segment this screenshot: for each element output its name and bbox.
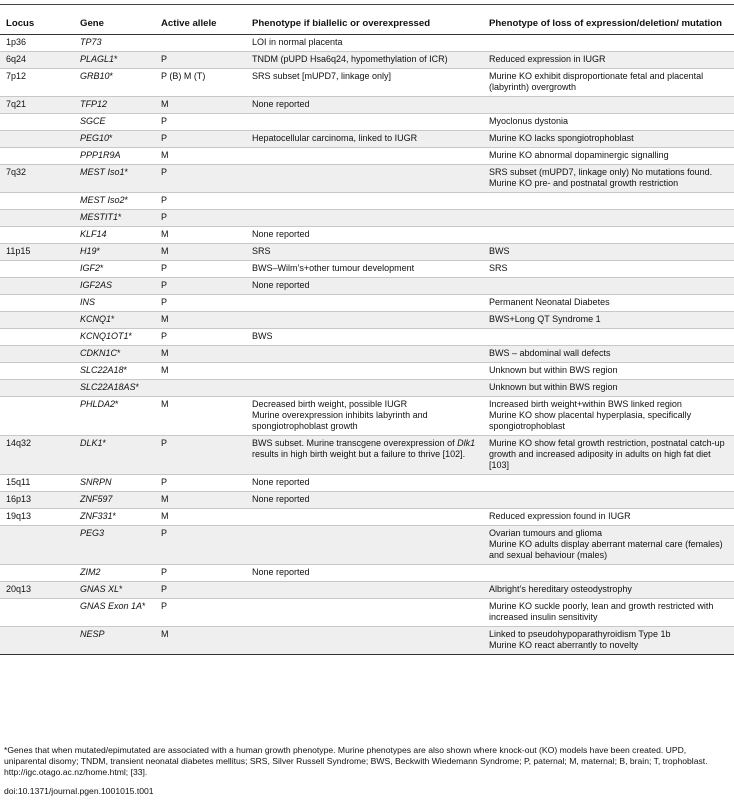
cell-gene: [74, 436, 155, 475]
cell-biallelic-phenotype: [246, 565, 483, 582]
cell-loss-phenotype: [483, 492, 734, 509]
cell-loss-phenotype: [483, 114, 734, 131]
cell-biallelic-phenotype: [246, 52, 483, 69]
phenotype-line: Murine KO show placental hyperplasia, specifically spongiotrophoblast: [489, 410, 692, 431]
phenotype-line: Unknown but within BWS region: [489, 382, 618, 392]
cell-locus: 16p13: [0, 492, 74, 509]
cell-gene: [74, 526, 155, 565]
gene-name: MESTIT1: [80, 212, 119, 222]
table-row: [0, 397, 734, 436]
gene-name: PEG10: [80, 133, 110, 143]
gene-name: SLC22A18: [80, 365, 124, 375]
phenotype-line: Murine KO suckle poorly, lean and growth restricted with increased insulin sensitivity: [489, 601, 714, 622]
cell-locus: 11p15: [0, 244, 74, 261]
cell-gene: [74, 227, 155, 244]
cell-locus: [0, 261, 74, 278]
phenotype-line: None reported: [252, 567, 310, 577]
gene-name: DLK1: [80, 438, 103, 448]
gene-name: TP73: [80, 37, 102, 47]
cell-locus: [0, 295, 74, 312]
cell-loss-phenotype: [483, 329, 734, 346]
cell-loss-phenotype: [483, 346, 734, 363]
cell-gene: [74, 565, 155, 582]
gene-name: IGF2: [80, 263, 101, 273]
cell-biallelic-phenotype: [246, 35, 483, 52]
table-row: [0, 380, 734, 397]
cell-gene: [74, 346, 155, 363]
cell-locus: [0, 380, 74, 397]
growth-phenotype-marker: *: [123, 365, 128, 375]
cell-locus: 20q13: [0, 582, 74, 599]
cell-gene: [74, 509, 155, 526]
gene-name: ZNF331: [80, 511, 113, 521]
cell-active-allele: M: [155, 363, 246, 380]
cell-biallelic-phenotype: [246, 380, 483, 397]
cell-loss-phenotype: [483, 244, 734, 261]
cell-gene: [74, 599, 155, 627]
growth-phenotype-marker: *: [112, 511, 117, 521]
cell-locus: 15q11: [0, 475, 74, 492]
growth-phenotype-marker: *: [119, 584, 123, 594]
phenotype-line: Permanent Neonatal Diabetes: [489, 297, 610, 307]
table-row: [0, 627, 734, 655]
cell-loss-phenotype: [483, 261, 734, 278]
cell-active-allele: P: [155, 210, 246, 227]
cell-active-allele: M: [155, 312, 246, 329]
cell-active-allele: M: [155, 509, 246, 526]
cell-biallelic-phenotype: [246, 363, 483, 380]
cell-loss-phenotype: [483, 627, 734, 655]
cell-locus: [0, 329, 74, 346]
table-footnote: *Genes that when mutated/epimutated are associated with a human growth phenotype. Murine phenotypes are also shown where knock-out (KO) models have been created. UPD, uniparental disomy; TNDM, transient neonatal diabetes mellitus; SRS, Silver Russell Syndrome; BWS, Beckwith Wiedemann Syndrome; P, paternal; M, maternal; B, brain; T, trophoblast. http://igc.otago.ac.nz/home.html; [33].: [4, 745, 708, 777]
cell-gene: [74, 475, 155, 492]
phenotype-line: BWS – abdominal wall defects: [489, 348, 611, 358]
growth-phenotype-marker: *: [115, 399, 119, 409]
table-row: [0, 114, 734, 131]
top-rule: [0, 4, 734, 5]
cell-gene: [74, 244, 155, 261]
cell-active-allele: P: [155, 599, 246, 627]
cell-loss-phenotype: [483, 148, 734, 165]
phenotype-line: Murine KO show fetal growth restriction, postnatal catch-up growth and increased adiposity in adults on high fat diet [103]: [489, 438, 725, 470]
cell-gene: [74, 131, 155, 148]
cell-loss-phenotype: [483, 565, 734, 582]
table-row: [0, 599, 734, 627]
cell-locus: 1p36: [0, 35, 74, 52]
cell-active-allele: P: [155, 114, 246, 131]
table-row: [0, 582, 734, 599]
table-row: [0, 69, 734, 97]
cell-biallelic-phenotype: [246, 509, 483, 526]
gene-name: KCNQ1: [80, 314, 112, 324]
gene-name: ZNF597: [80, 494, 113, 504]
growth-phenotype-marker: *: [124, 167, 129, 177]
cell-active-allele: P: [155, 193, 246, 210]
header-gene: Gene: [74, 18, 155, 35]
phenotype-line: None reported: [252, 229, 310, 239]
growth-phenotype-marker: *: [109, 71, 114, 81]
cell-loss-phenotype: [483, 69, 734, 97]
cell-locus: 7q21: [0, 97, 74, 114]
cell-biallelic-phenotype: [246, 329, 483, 346]
header-biallelic-phenotype: Phenotype if biallelic or overexpressed: [246, 18, 483, 35]
phenotype-line: Albright’s hereditary osteodystrophy: [489, 584, 632, 594]
cell-active-allele: M: [155, 492, 246, 509]
phenotype-text: results in high birth weight but a failure to thrive [102].: [252, 449, 466, 459]
cell-gene: [74, 363, 155, 380]
cell-active-allele: [155, 380, 246, 397]
gene-mention: Dlk1: [457, 438, 476, 448]
cell-loss-phenotype: [483, 165, 734, 193]
cell-biallelic-phenotype: [246, 97, 483, 114]
cell-biallelic-phenotype: [246, 627, 483, 655]
cell-gene: [74, 380, 155, 397]
gene-name: GNAS Exon 1A: [80, 601, 143, 611]
cell-loss-phenotype: [483, 193, 734, 210]
gene-name: PEG3: [80, 528, 105, 538]
growth-phenotype-marker: *: [102, 438, 107, 448]
cell-loss-phenotype: [483, 397, 734, 436]
cell-active-allele: P (B) M (T): [155, 69, 246, 97]
cell-loss-phenotype: [483, 278, 734, 295]
cell-biallelic-phenotype: [246, 526, 483, 565]
cell-active-allele: P: [155, 436, 246, 475]
phenotype-line: Increased birth weight+within BWS linked region: [489, 399, 682, 409]
cell-biallelic-phenotype: [246, 148, 483, 165]
cell-gene: [74, 397, 155, 436]
gene-name: GRB10: [80, 71, 110, 81]
table-row: [0, 492, 734, 509]
phenotype-line: Reduced expression in IUGR: [489, 54, 606, 64]
growth-phenotype-marker: *: [124, 195, 129, 205]
gene-name: NESP: [80, 629, 105, 639]
gene-name: TFP12: [80, 99, 108, 109]
cell-active-allele: M: [155, 227, 246, 244]
cell-loss-phenotype: [483, 475, 734, 492]
cell-locus: 19q13: [0, 509, 74, 526]
growth-phenotype-marker: *: [142, 601, 146, 611]
cell-gene: [74, 69, 155, 97]
gene-name: KLF14: [80, 229, 107, 239]
cell-biallelic-phenotype: [246, 295, 483, 312]
header-loss-phenotype: Phenotype of loss of expression/deletion/ mutation: [483, 18, 734, 35]
cell-locus: [0, 278, 74, 295]
table-row: [0, 475, 734, 492]
cell-active-allele: [155, 35, 246, 52]
growth-phenotype-marker: *: [117, 348, 121, 358]
cell-gene: [74, 97, 155, 114]
phenotype-line: SRS subset [mUPD7, linkage only]: [252, 71, 392, 81]
phenotype-line: SRS subset (mUPD7, linkage only) No mutations found. Murine KO pre- and postnatal growth restriction: [489, 167, 713, 188]
growth-phenotype-marker: *: [96, 246, 101, 256]
cell-loss-phenotype: [483, 582, 734, 599]
header-active-allele: Active allele: [155, 18, 246, 35]
gene-name: ZIM2: [80, 567, 101, 577]
cell-loss-phenotype: [483, 509, 734, 526]
gene-name: PLAGL1: [80, 54, 115, 64]
cell-biallelic-phenotype: [246, 397, 483, 436]
cell-gene: [74, 627, 155, 655]
cell-locus: [0, 346, 74, 363]
cell-biallelic-phenotype: [246, 114, 483, 131]
header-row: [0, 18, 734, 35]
cell-loss-phenotype: [483, 312, 734, 329]
cell-active-allele: P: [155, 261, 246, 278]
cell-gene: [74, 193, 155, 210]
table-row: [0, 509, 734, 526]
cell-gene: [74, 492, 155, 509]
gene-name: INS: [80, 297, 96, 307]
cell-active-allele: P: [155, 165, 246, 193]
doi-line: doi:10.1371/journal.pgen.1001015.t001: [4, 786, 154, 796]
cell-active-allele: P: [155, 329, 246, 346]
table-row: [0, 193, 734, 210]
phenotype-line: Murine KO react aberrantly to novelty: [489, 640, 639, 650]
cell-locus: [0, 526, 74, 565]
cell-active-allele: P: [155, 582, 246, 599]
table-row: [0, 261, 734, 278]
table-row: [0, 131, 734, 148]
cell-loss-phenotype: [483, 295, 734, 312]
phenotype-line: Murine KO adults display aberrant maternal care (females) and sexual behaviour (males): [489, 539, 723, 560]
cell-biallelic-phenotype: [246, 261, 483, 278]
table-row: [0, 52, 734, 69]
cell-loss-phenotype: [483, 131, 734, 148]
cell-biallelic-phenotype: [246, 193, 483, 210]
gene-name: SNRPN: [80, 477, 112, 487]
table-row: [0, 227, 734, 244]
phenotype-line: Unknown but within BWS region: [489, 365, 618, 375]
cell-active-allele: P: [155, 526, 246, 565]
cell-locus: [0, 131, 74, 148]
table-row: [0, 436, 734, 475]
growth-phenotype-marker: *: [135, 382, 140, 392]
gene-name: MEST Iso1: [80, 167, 125, 177]
cell-loss-phenotype: [483, 599, 734, 627]
table-row: [0, 346, 734, 363]
cell-locus: [0, 114, 74, 131]
cell-biallelic-phenotype: [246, 346, 483, 363]
cell-gene: [74, 582, 155, 599]
cell-biallelic-phenotype: [246, 436, 483, 475]
phenotype-line: Murine KO abnormal dopaminergic signalling: [489, 150, 669, 160]
cell-gene: [74, 312, 155, 329]
table-row: [0, 565, 734, 582]
phenotype-line: LOI in normal placenta: [252, 37, 343, 47]
cell-locus: [0, 210, 74, 227]
cell-gene: [74, 114, 155, 131]
cell-active-allele: M: [155, 97, 246, 114]
cell-locus: [0, 312, 74, 329]
phenotype-line: Hepatocellular carcinoma, linked to IUGR: [252, 133, 418, 143]
table-body: [0, 35, 734, 655]
cell-loss-phenotype: [483, 380, 734, 397]
phenotype-line: None reported: [252, 494, 310, 504]
phenotype-line: SRS: [489, 263, 508, 273]
cell-locus: 14q32: [0, 436, 74, 475]
table-row: [0, 329, 734, 346]
phenotype-line: None reported: [252, 280, 310, 290]
cell-gene: [74, 52, 155, 69]
table-row: [0, 244, 734, 261]
cell-biallelic-phenotype: [246, 131, 483, 148]
cell-loss-phenotype: [483, 52, 734, 69]
table-row: [0, 363, 734, 380]
cell-active-allele: P: [155, 565, 246, 582]
cell-biallelic-phenotype: [246, 165, 483, 193]
phenotype-line: BWS+Long QT Syndrome 1: [489, 314, 601, 324]
phenotype-line: Murine KO lacks spongiotrophoblast: [489, 133, 634, 143]
cell-locus: [0, 397, 74, 436]
phenotype-line: None reported: [252, 99, 310, 109]
phenotype-text: BWS subset. Murine transcgene overexpression of: [252, 438, 458, 448]
phenotype-line: Murine KO exhibit disproportionate fetal and placental (labyrinth) overgrowth: [489, 71, 704, 92]
phenotype-line: BWS–Wilm’s+other tumour development: [252, 263, 415, 273]
cell-active-allele: M: [155, 397, 246, 436]
growth-phenotype-marker: *: [100, 263, 104, 273]
cell-locus: [0, 363, 74, 380]
cell-loss-phenotype: [483, 210, 734, 227]
gene-name: GNAS XL: [80, 584, 120, 594]
growth-phenotype-marker: *: [128, 331, 133, 341]
table-row: [0, 165, 734, 193]
cell-loss-phenotype: [483, 227, 734, 244]
cell-loss-phenotype: [483, 526, 734, 565]
table-row: [0, 295, 734, 312]
cell-locus: [0, 193, 74, 210]
phenotype-line: Ovarian tumours and glioma: [489, 528, 603, 538]
cell-active-allele: P: [155, 278, 246, 295]
table-row: [0, 148, 734, 165]
phenotype-line: BWS: [252, 331, 273, 341]
table-row: [0, 526, 734, 565]
gene-name: SLC22A18AS: [80, 382, 136, 392]
cell-biallelic-phenotype: [246, 312, 483, 329]
growth-phenotype-marker: *: [111, 314, 115, 324]
phenotype-line: Myoclonus dystonia: [489, 116, 569, 126]
growth-phenotype-marker: *: [109, 133, 113, 143]
cell-biallelic-phenotype: [246, 227, 483, 244]
cell-locus: 7q32: [0, 165, 74, 193]
gene-name: PHLDA2: [80, 399, 116, 409]
cell-active-allele: M: [155, 346, 246, 363]
gene-name: PPP1R9A: [80, 150, 121, 160]
table-row: [0, 210, 734, 227]
phenotype-line: SRS: [252, 246, 271, 256]
cell-locus: [0, 599, 74, 627]
cell-loss-phenotype: [483, 97, 734, 114]
cell-active-allele: P: [155, 295, 246, 312]
cell-locus: 6q24: [0, 52, 74, 69]
table-row: [0, 312, 734, 329]
cell-active-allele: P: [155, 131, 246, 148]
phenotype-line: Murine overexpression inhibits labyrinth and spongiotrophoblast growth: [252, 410, 428, 431]
cell-active-allele: P: [155, 52, 246, 69]
cell-gene: [74, 329, 155, 346]
gene-name: CDKN1C: [80, 348, 118, 358]
cell-active-allele: M: [155, 627, 246, 655]
gene-name: KCNQ1OT1: [80, 331, 129, 341]
cell-locus: [0, 627, 74, 655]
cell-gene: [74, 210, 155, 227]
cell-biallelic-phenotype: [246, 492, 483, 509]
cell-loss-phenotype: [483, 35, 734, 52]
cell-biallelic-phenotype: [246, 69, 483, 97]
phenotype-line: TNDM (pUPD Hsa6q24, hypomethylation of ICR): [252, 54, 448, 64]
table-row: [0, 97, 734, 114]
growth-phenotype-marker: *: [118, 212, 122, 222]
cell-locus: [0, 565, 74, 582]
cell-active-allele: M: [155, 148, 246, 165]
gene-name: SGCE: [80, 116, 106, 126]
cell-gene: [74, 295, 155, 312]
cell-biallelic-phenotype: [246, 210, 483, 227]
gene-name: H19: [80, 246, 97, 256]
gene-name: MEST Iso2: [80, 195, 125, 205]
cell-biallelic-phenotype: [246, 582, 483, 599]
phenotype-line: Decreased birth weight, possible IUGR: [252, 399, 408, 409]
cell-biallelic-phenotype: [246, 244, 483, 261]
growth-phenotype-marker: *: [114, 54, 118, 64]
cell-active-allele: M: [155, 244, 246, 261]
header-locus: Locus: [0, 18, 74, 35]
cell-active-allele: P: [155, 475, 246, 492]
phenotype-line: Linked to pseudohypoparathyroidism Type 1b: [489, 629, 671, 639]
table-row: [0, 35, 734, 52]
gene-name: IGF2AS: [80, 280, 113, 290]
cell-biallelic-phenotype: [246, 475, 483, 492]
cell-gene: [74, 148, 155, 165]
cell-gene: [74, 261, 155, 278]
cell-biallelic-phenotype: [246, 278, 483, 295]
cell-gene: [74, 35, 155, 52]
cell-loss-phenotype: [483, 436, 734, 475]
cell-locus: [0, 148, 74, 165]
phenotype-line: None reported: [252, 477, 310, 487]
table-row: [0, 278, 734, 295]
cell-locus: 7p12: [0, 69, 74, 97]
cell-loss-phenotype: [483, 363, 734, 380]
cell-biallelic-phenotype: [246, 599, 483, 627]
imprinted-genes-table: [0, 18, 734, 655]
phenotype-line: Reduced expression found in IUGR: [489, 511, 631, 521]
cell-gene: [74, 165, 155, 193]
cell-gene: [74, 278, 155, 295]
cell-locus: [0, 227, 74, 244]
phenotype-line: BWS: [489, 246, 510, 256]
